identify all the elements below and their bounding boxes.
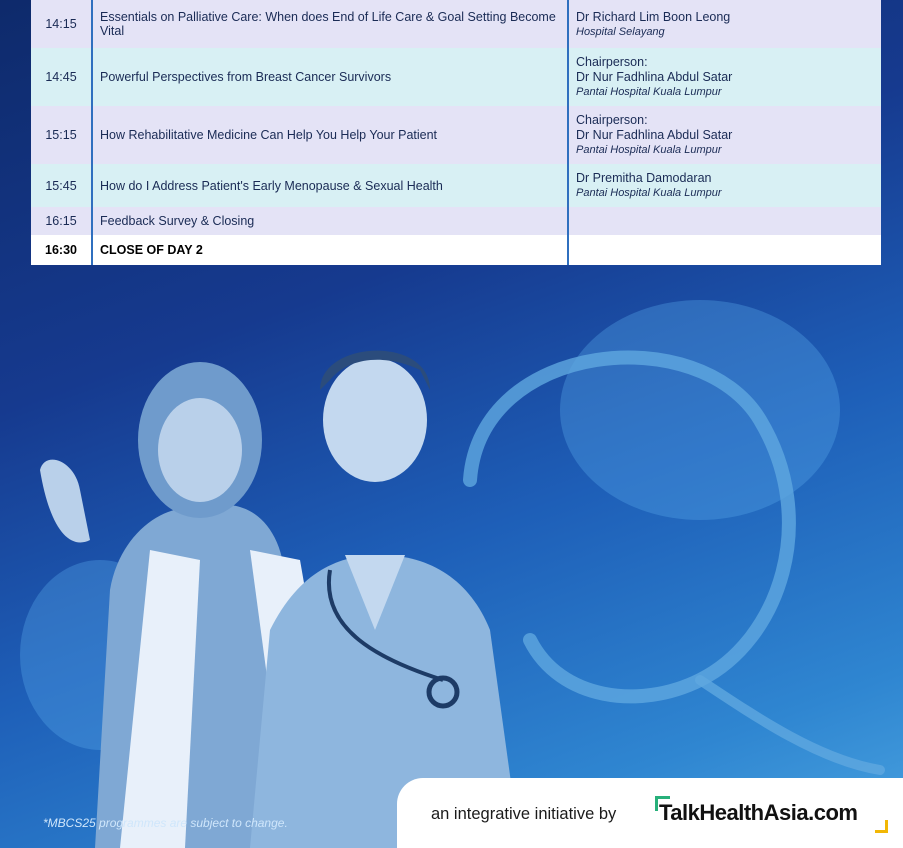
- session-time: 14:45: [31, 48, 92, 106]
- speaker-name: Dr Richard Lim Boon Leong: [576, 9, 731, 24]
- table-row: [31, 235, 881, 265]
- session-speaker: [568, 106, 881, 164]
- session-time: 16:30: [31, 235, 92, 265]
- session-speaker: [568, 164, 881, 207]
- sponsor-panel: [397, 778, 903, 848]
- speaker-name: Dr Nur Fadhlina Abdul Satar: [576, 128, 733, 142]
- schedule-table: [31, 0, 881, 265]
- session-topic: How Rehabilitative Medicine Can Help You Help Your Patient: [92, 106, 568, 164]
- talkhealthasia-logo: TalkHealthAsia.com: [659, 800, 858, 825]
- sponsor-tagline: an integrative initiative by: [431, 805, 617, 823]
- session-topic: Feedback Survey & Closing: [92, 207, 568, 235]
- table-row: [31, 207, 881, 235]
- stethoscope-graphic: [470, 358, 789, 697]
- table-row: [31, 48, 881, 106]
- speaker-affiliation: Hospital Selayang: [576, 25, 665, 38]
- session-topic: How do I Address Patient's Early Menopause & Sexual Health: [92, 164, 568, 207]
- speaker-role: Chairperson:: [576, 113, 648, 127]
- session-speaker: [568, 48, 881, 106]
- session-speaker: [568, 0, 881, 48]
- speaker-name: Dr Premitha Damodaran: [576, 171, 712, 185]
- programme-disclaimer: *MBCS25 programmes are subject to change.: [43, 816, 288, 830]
- session-topic: Powerful Perspectives from Breast Cancer Survivors: [92, 48, 568, 106]
- table-row: [31, 164, 881, 207]
- session-topic: CLOSE OF DAY 2: [92, 235, 568, 265]
- table-row: [31, 106, 881, 164]
- logo-corner-icon: [875, 820, 888, 833]
- speaker-affiliation: Pantai Hospital Kuala Lumpur: [576, 86, 722, 98]
- healthcare-workers-image: [0, 300, 903, 848]
- session-speaker: [568, 207, 881, 235]
- speaker-name: Dr Nur Fadhlina Abdul Satar: [576, 70, 733, 84]
- session-topic: Essentials on Palliative Care: When does End of Life Care & Goal Setting Become Vital: [92, 0, 568, 48]
- speaker-role: Chairperson:: [576, 55, 648, 69]
- speaker-affiliation: Pantai Hospital Kuala Lumpur: [576, 144, 722, 156]
- session-time: 14:15: [31, 0, 92, 48]
- speaker-affiliation: Pantai Hospital Kuala Lumpur: [576, 187, 722, 199]
- session-time: 16:15: [31, 207, 92, 235]
- session-speaker: [568, 235, 881, 265]
- session-time: 15:15: [31, 106, 92, 164]
- session-time: 15:45: [31, 164, 92, 207]
- stethoscope-graphic: [700, 680, 880, 770]
- table-row: [31, 0, 881, 48]
